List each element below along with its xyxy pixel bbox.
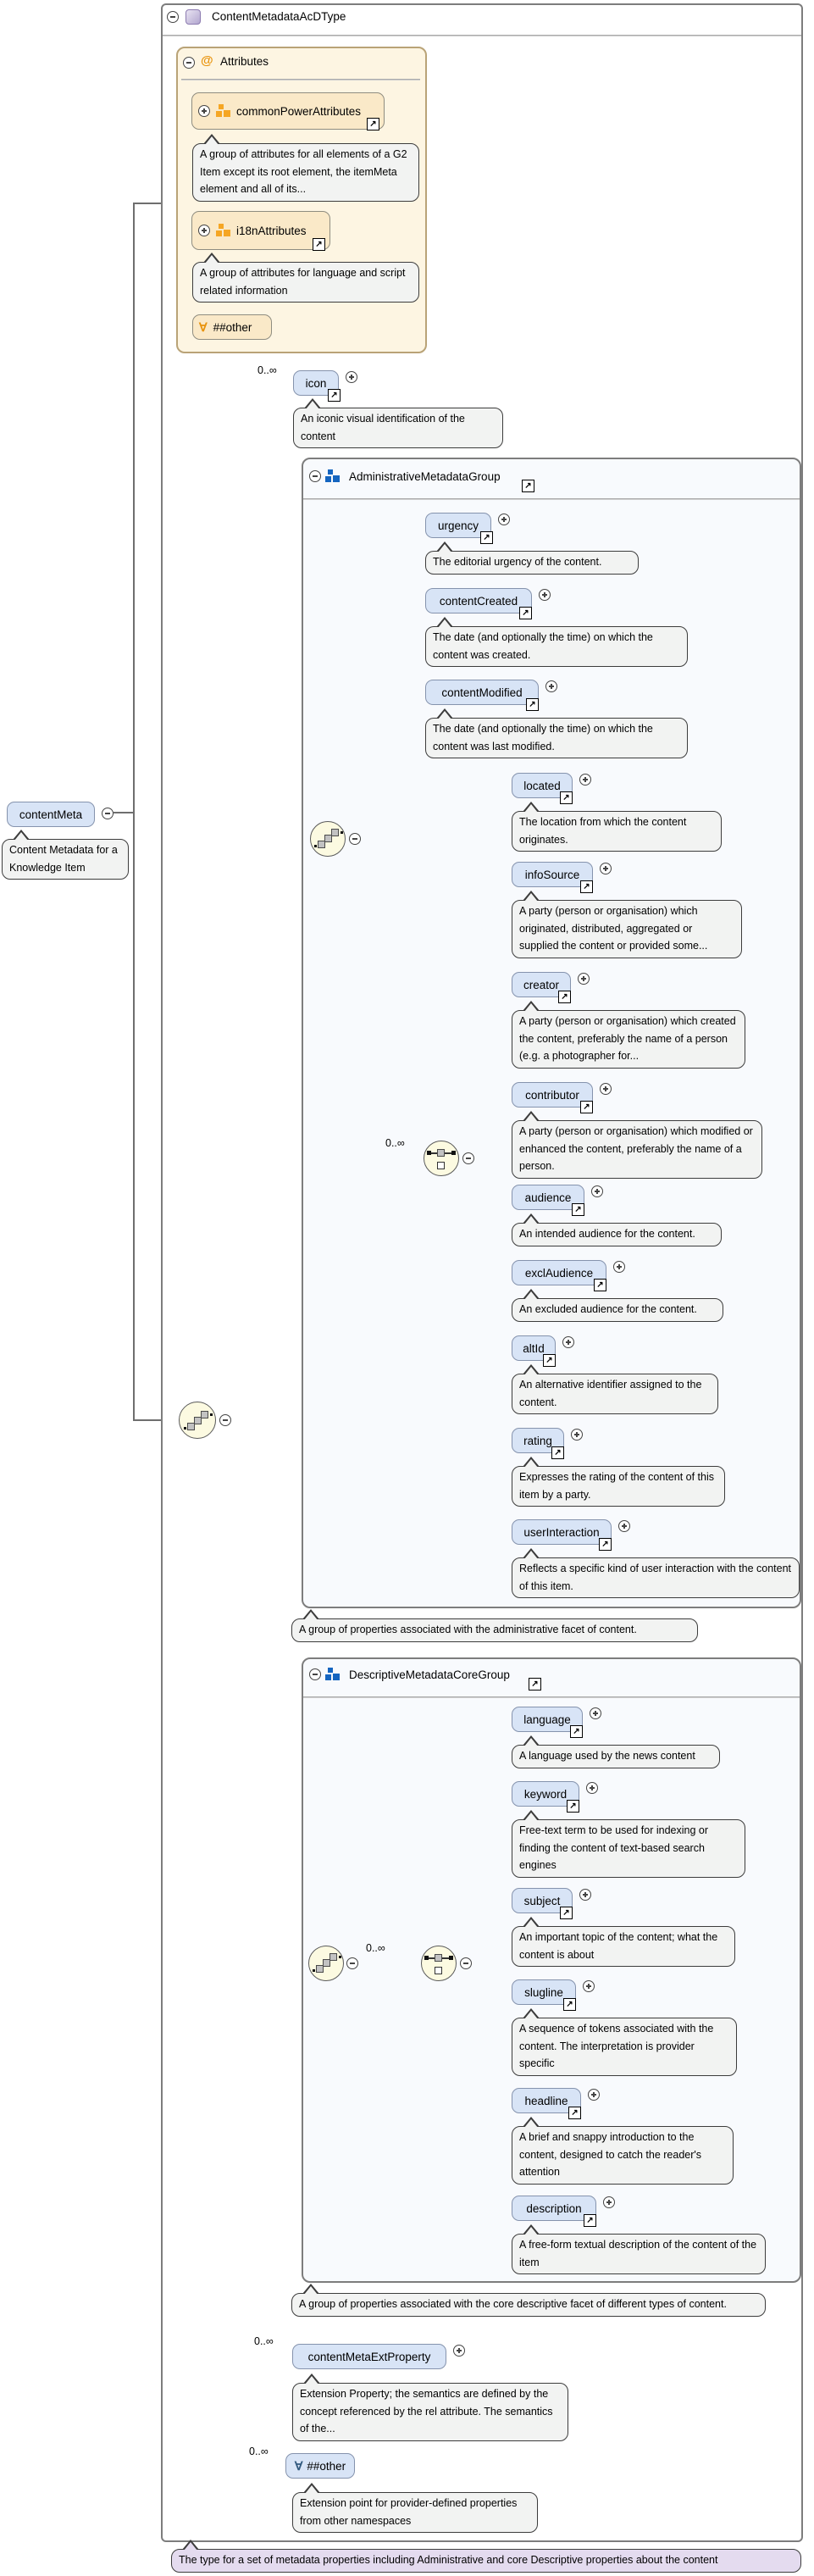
collapse-toggle[interactable]: [309, 470, 321, 482]
link-arrow-icon[interactable]: ↗: [529, 1678, 541, 1690]
expand-icon[interactable]: [586, 1782, 598, 1794]
group-icon: [325, 469, 340, 483]
caption-administrativemetadatagroup: A group of properties associated with the administrative facet of content.: [291, 1618, 698, 1642]
expand-icon[interactable]: [600, 863, 612, 874]
annotation-contributor: A party (person or organisation) which modified or enhanced the content, preferably the name of a person.: [512, 1120, 762, 1179]
element-label: contentModified: [441, 686, 523, 699]
expand-icon[interactable]: [588, 2089, 600, 2101]
link-arrow-icon[interactable]: ↗: [519, 607, 532, 619]
element-userinteraction[interactable]: [512, 1519, 612, 1545]
annotation-slugline: A sequence of tokens associated with the content. The interpretation is provider specific: [512, 2018, 737, 2076]
attribute-group-label: i18nAttributes: [236, 224, 307, 237]
element-contentmetaextproperty[interactable]: [292, 2344, 446, 2369]
annotation-description: A free-form textual description of the content of the item: [512, 2234, 766, 2274]
caption-descriptivemetadatacoregroup: A group of properties associated with the core descriptive facet of different types of content.: [291, 2293, 766, 2317]
link-arrow-icon[interactable]: ↗: [580, 880, 593, 893]
sequence-compositor-icon[interactable]: [308, 1946, 344, 1981]
element-label: slugline: [524, 1985, 563, 1999]
annotation-userinteraction: Reflects a specific kind of user interaction with the content of this item.: [512, 1557, 800, 1598]
annotation-located: The location from which the content originates.: [512, 811, 722, 852]
element-exclaudience[interactable]: [512, 1260, 606, 1285]
expand-icon[interactable]: [613, 1261, 625, 1273]
type-footer-caption: The type for a set of metadata properties including Administrative and core Descriptive properties about the content: [171, 2549, 801, 2573]
element-label: language: [523, 1713, 571, 1726]
annotation-contentmetaextproperty: Extension Property; the semantics are defined by the concept referenced by the rel attribute. The semantics of the...: [292, 2383, 568, 2441]
link-arrow-icon[interactable]: ↗: [563, 1998, 576, 2011]
complex-type-icon: [186, 9, 201, 25]
collapse-toggle[interactable]: [462, 1152, 474, 1164]
element-label: ##other: [307, 2459, 346, 2473]
element-label: headline: [524, 2094, 568, 2107]
group-title: AdministrativeMetadataGroup: [349, 470, 501, 483]
choice-compositor-icon[interactable]: [421, 1946, 457, 1981]
element-contentmeta[interactable]: [7, 802, 95, 827]
attributes-at-icon: @: [201, 53, 213, 68]
attributes-title: Attributes: [220, 55, 269, 68]
element-label: creator: [523, 978, 560, 991]
sequence-compositor-icon[interactable]: [179, 1402, 216, 1439]
link-arrow-icon[interactable]: ↗: [599, 1538, 612, 1551]
annotation-rating: Expresses the rating of the content of this item by a party.: [512, 1466, 725, 1507]
expand-icon[interactable]: [600, 1083, 612, 1095]
link-arrow-icon[interactable]: ↗: [594, 1279, 606, 1291]
group-title: DescriptiveMetadataCoreGroup: [349, 1668, 510, 1681]
attribute-wildcard-other[interactable]: [192, 314, 272, 340]
expand-icon[interactable]: [590, 1707, 601, 1719]
link-arrow-icon[interactable]: ↗: [560, 1907, 573, 1919]
element-label: rating: [523, 1434, 552, 1447]
annotation-altid: An alternative identifier assigned to the content.: [512, 1374, 718, 1414]
element-label: description: [526, 2201, 582, 2215]
annotation-urgency: The editorial urgency of the content.: [425, 551, 639, 575]
expand-icon[interactable]: [545, 680, 557, 692]
expand-icon[interactable]: [562, 1336, 574, 1348]
annotation-i18nattributes: A group of attributes for language and script related information: [192, 262, 419, 303]
annotation-audience: An intended audience for the content.: [512, 1223, 722, 1246]
collapse-toggle[interactable]: [460, 1957, 472, 1969]
group-separator: [303, 1696, 800, 1698]
group-icon: [325, 1668, 340, 1681]
collapse-toggle[interactable]: [349, 833, 361, 845]
link-arrow-icon[interactable]: ↗: [570, 1725, 583, 1738]
sequence-compositor-icon[interactable]: [310, 821, 346, 857]
link-arrow-icon[interactable]: ↗: [568, 2107, 581, 2119]
element-label: audience: [524, 1191, 572, 1204]
link-arrow-icon[interactable]: ↗: [543, 1354, 556, 1367]
element-label: contentCreated: [439, 594, 518, 608]
expand-icon[interactable]: [618, 1520, 630, 1532]
annotation-subject: An important topic of the content; what the content is about: [512, 1926, 735, 1967]
forall-icon: ∀: [294, 2458, 303, 2473]
attribute-group-label: commonPowerAttributes: [236, 104, 362, 118]
collapse-toggle[interactable]: [102, 808, 114, 819]
annotation-infosource: A party (person or organisation) which originated, distributed, aggregated or supplied the content or provided some...: [512, 900, 742, 958]
link-arrow-icon[interactable]: ↗: [584, 2214, 596, 2227]
link-arrow-icon[interactable]: ↗: [522, 480, 534, 492]
link-arrow-icon[interactable]: ↗: [367, 118, 379, 130]
expand-icon[interactable]: [198, 105, 210, 117]
element-label: located: [523, 779, 561, 792]
collapse-toggle[interactable]: [346, 1957, 358, 1969]
cardinality-label: 0..∞: [385, 1137, 405, 1149]
expand-icon[interactable]: [579, 1889, 591, 1901]
attribute-group-icon: [216, 104, 230, 118]
attributes-separator: [181, 79, 420, 80]
link-arrow-icon[interactable]: ↗: [572, 1203, 584, 1216]
annotation-icon: An iconic visual identification of the content: [293, 408, 503, 448]
annotation-creator: A party (person or organisation) which created the content, preferably the name of a person (e.g. a photographer for...: [512, 1010, 745, 1069]
annotation-contentmodified: The date (and optionally the time) on which the content was last modified.: [425, 718, 688, 758]
attribute-group-commonpowerattributes[interactable]: [191, 92, 385, 130]
collapse-toggle[interactable]: [167, 11, 179, 23]
element-label: userInteraction: [523, 1525, 600, 1539]
expand-icon[interactable]: [571, 1429, 583, 1441]
expand-icon[interactable]: [453, 2345, 465, 2357]
attribute-wildcard-label: ##other: [213, 320, 252, 334]
collapse-toggle[interactable]: [183, 57, 195, 69]
cardinality-label: 0..∞: [366, 1942, 385, 1954]
expand-icon[interactable]: [579, 774, 591, 786]
expand-icon[interactable]: [591, 1185, 603, 1197]
expand-icon[interactable]: [539, 589, 551, 601]
link-arrow-icon[interactable]: ↗: [313, 238, 325, 251]
element-label: keyword: [523, 1787, 568, 1801]
cardinality-label: 0..∞: [249, 2446, 269, 2457]
link-arrow-icon[interactable]: ↗: [560, 791, 573, 804]
group-separator: [303, 498, 800, 500]
connector-line: [133, 203, 135, 1421]
expand-icon[interactable]: [198, 225, 210, 236]
element-label: contributor: [525, 1088, 579, 1102]
annotation-contentcreated: The date (and optionally the time) on which the content was created.: [425, 626, 688, 667]
expand-icon[interactable]: [578, 973, 590, 985]
link-arrow-icon[interactable]: ↗: [480, 531, 493, 544]
link-arrow-icon[interactable]: ↗: [558, 991, 571, 1003]
cardinality-label: 0..∞: [254, 2335, 274, 2347]
element-contentmodified[interactable]: [425, 680, 539, 705]
element-label: icon: [305, 376, 327, 390]
expand-icon[interactable]: [498, 514, 510, 525]
choice-compositor-icon[interactable]: [424, 1141, 459, 1176]
header-separator: [163, 35, 801, 36]
annotation-wildcard-other: Extension point for provider-defined properties from other namespaces: [292, 2492, 538, 2533]
element-label: infoSource: [524, 868, 580, 881]
link-arrow-icon[interactable]: ↗: [526, 698, 539, 711]
annotation-headline: A brief and snappy introduction to the content, designed to catch the reader's attention: [512, 2126, 734, 2185]
type-title: ContentMetadataAcDType: [212, 10, 346, 23]
element-label: altId: [523, 1341, 545, 1355]
annotation-exclaudience: An excluded audience for the content.: [512, 1298, 723, 1322]
annotation-language: A language used by the news content: [512, 1745, 720, 1768]
annotation-keyword: Free-text term to be used for indexing or finding the content of text-based search engines: [512, 1819, 745, 1878]
element-label: exclAudience: [524, 1266, 594, 1280]
expand-icon[interactable]: [583, 1980, 595, 1992]
attribute-group-icon: [216, 224, 230, 237]
element-contentcreated[interactable]: [425, 588, 532, 613]
connector-line: [133, 203, 162, 204]
element-label: subject: [523, 1894, 561, 1907]
annotation-commonpowerattributes: A group of attributes for all elements of a G2 Item except its root element, the itemMeta element and all of its...: [192, 143, 419, 202]
expand-icon[interactable]: [603, 2196, 615, 2208]
element-wildcard-other[interactable]: [285, 2453, 355, 2479]
connector-line: [114, 812, 133, 813]
collapse-toggle[interactable]: [219, 1414, 231, 1426]
element-label: contentMetaExtProperty: [307, 2350, 431, 2363]
element-label: contentMeta: [19, 808, 83, 821]
attribute-group-i18nattributes[interactable]: [191, 211, 330, 250]
expand-icon[interactable]: [346, 371, 357, 383]
link-arrow-icon[interactable]: ↗: [551, 1446, 564, 1459]
collapse-toggle[interactable]: [309, 1668, 321, 1680]
link-arrow-icon[interactable]: ↗: [567, 1800, 579, 1813]
annotation-contentmeta: Content Metadata for a Knowledge Item: [2, 839, 129, 880]
element-label: urgency: [437, 519, 479, 532]
link-arrow-icon[interactable]: ↗: [580, 1101, 593, 1113]
link-arrow-icon[interactable]: ↗: [328, 389, 341, 402]
forall-icon: ∀: [199, 319, 208, 334]
cardinality-label: 0..∞: [257, 364, 277, 376]
